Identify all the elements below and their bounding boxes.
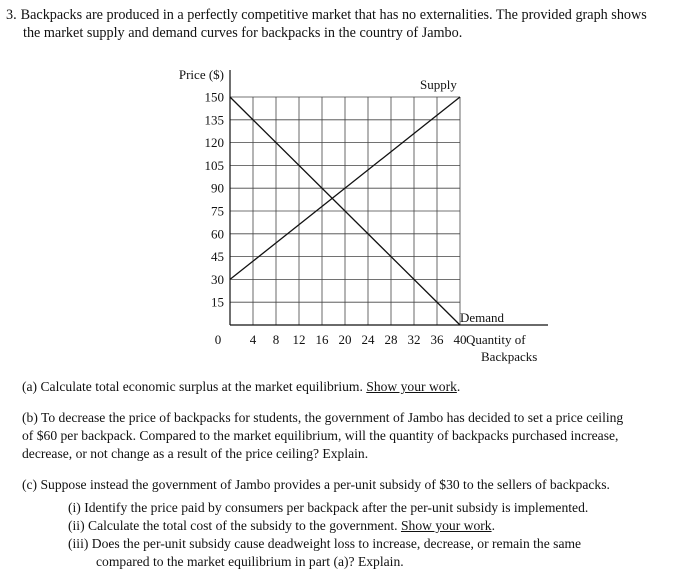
y-tick-label-75: 75: [211, 203, 224, 219]
x-tick-label-28: 28: [384, 332, 398, 347]
x-tick-label-4: 4: [249, 332, 257, 347]
y-tick-label-90: 90: [211, 180, 224, 196]
x-axis-label-line-1: Quantity of: [466, 332, 526, 347]
part-c-iii-line-2: compared to the market equilibrium in part (a)? Explain.: [96, 554, 404, 569]
intro-line-2: the market supply and demand curves for backpacks in the country of Jambo.: [23, 25, 463, 41]
part-b-line-2: of $60 per backpack. Compared to the market equilibrium, will the quantity of backpacks purchased increase,: [22, 428, 619, 443]
x-tick-label-24: 24: [361, 332, 375, 347]
part-c-ii-underlined: Show your work: [400, 518, 492, 533]
chart-series: [230, 77, 505, 325]
part-c-iii-line-1: (iii) Does the per-unit subsidy cause deadweight loss to increase, decrease, or remain the same: [68, 536, 582, 551]
part-a-end: .: [456, 379, 461, 394]
x-axis-label-line-2: Backpacks: [481, 349, 538, 364]
y-tick-label-120: 120: [204, 135, 224, 151]
y-tick-label-30: 30: [211, 271, 224, 287]
part-c-ii-end: .: [491, 518, 495, 533]
supply-label: Supply: [420, 77, 457, 92]
origin-label: 0: [214, 332, 222, 347]
y-tick-label-105: 105: [204, 157, 224, 173]
part-b-line-3: decrease, or not change as a result of the price ceiling? Explain.: [22, 446, 369, 461]
intro-line-1: Backpacks are produced in a perfectly competitive market that has no externalities. The provided graph shows: [20, 7, 647, 23]
part-c-line-1: (c) Suppose instead the government of Jambo provides a per-unit subsidy of $30 to the sellers of backpacks.: [22, 477, 610, 492]
x-tick-label-20: 20: [338, 332, 352, 347]
demand-label: Demand: [460, 310, 505, 325]
y-tick-label-45: 45: [211, 249, 224, 265]
part-a: [22, 378, 690, 396]
y-tick-label-135: 135: [204, 112, 224, 128]
part-c-i: (i) Identify the price paid by consumers per backpack after the per-unit subsidy is implemented.: [68, 500, 589, 515]
x-tick-label-12: 12: [292, 332, 306, 347]
y-axis-label: Price ($): [178, 67, 224, 82]
part-c-ii: [68, 517, 688, 535]
question-number: 3.: [6, 7, 17, 23]
x-tick-label-16: 16: [315, 332, 329, 347]
part-b-line-1: (b) To decrease the price of backpacks for students, the government of Jambo has decided to set a price ceiling: [22, 410, 624, 425]
part-c-ii-text: (ii) Calculate the total cost of the subsidy to the government.: [68, 518, 401, 533]
chart-axes: [205, 70, 549, 347]
y-tick-label-15: 15: [211, 294, 224, 310]
x-tick-label-8: 8: [272, 332, 280, 347]
x-tick-label-40: 40: [453, 332, 467, 347]
x-tick-label-36: 36: [430, 332, 444, 347]
y-tick-label-60: 60: [211, 226, 224, 242]
part-b: [22, 409, 690, 463]
x-tick-label-32: 32: [407, 332, 421, 347]
part-a-text: (a) Calculate total economic surplus at the market equilibrium.: [22, 379, 367, 394]
part-c-iii: [68, 535, 688, 571]
part-a-underlined: Show your work: [366, 379, 457, 394]
y-tick-label-150: 150: [204, 89, 224, 105]
part-c: [22, 476, 690, 494]
